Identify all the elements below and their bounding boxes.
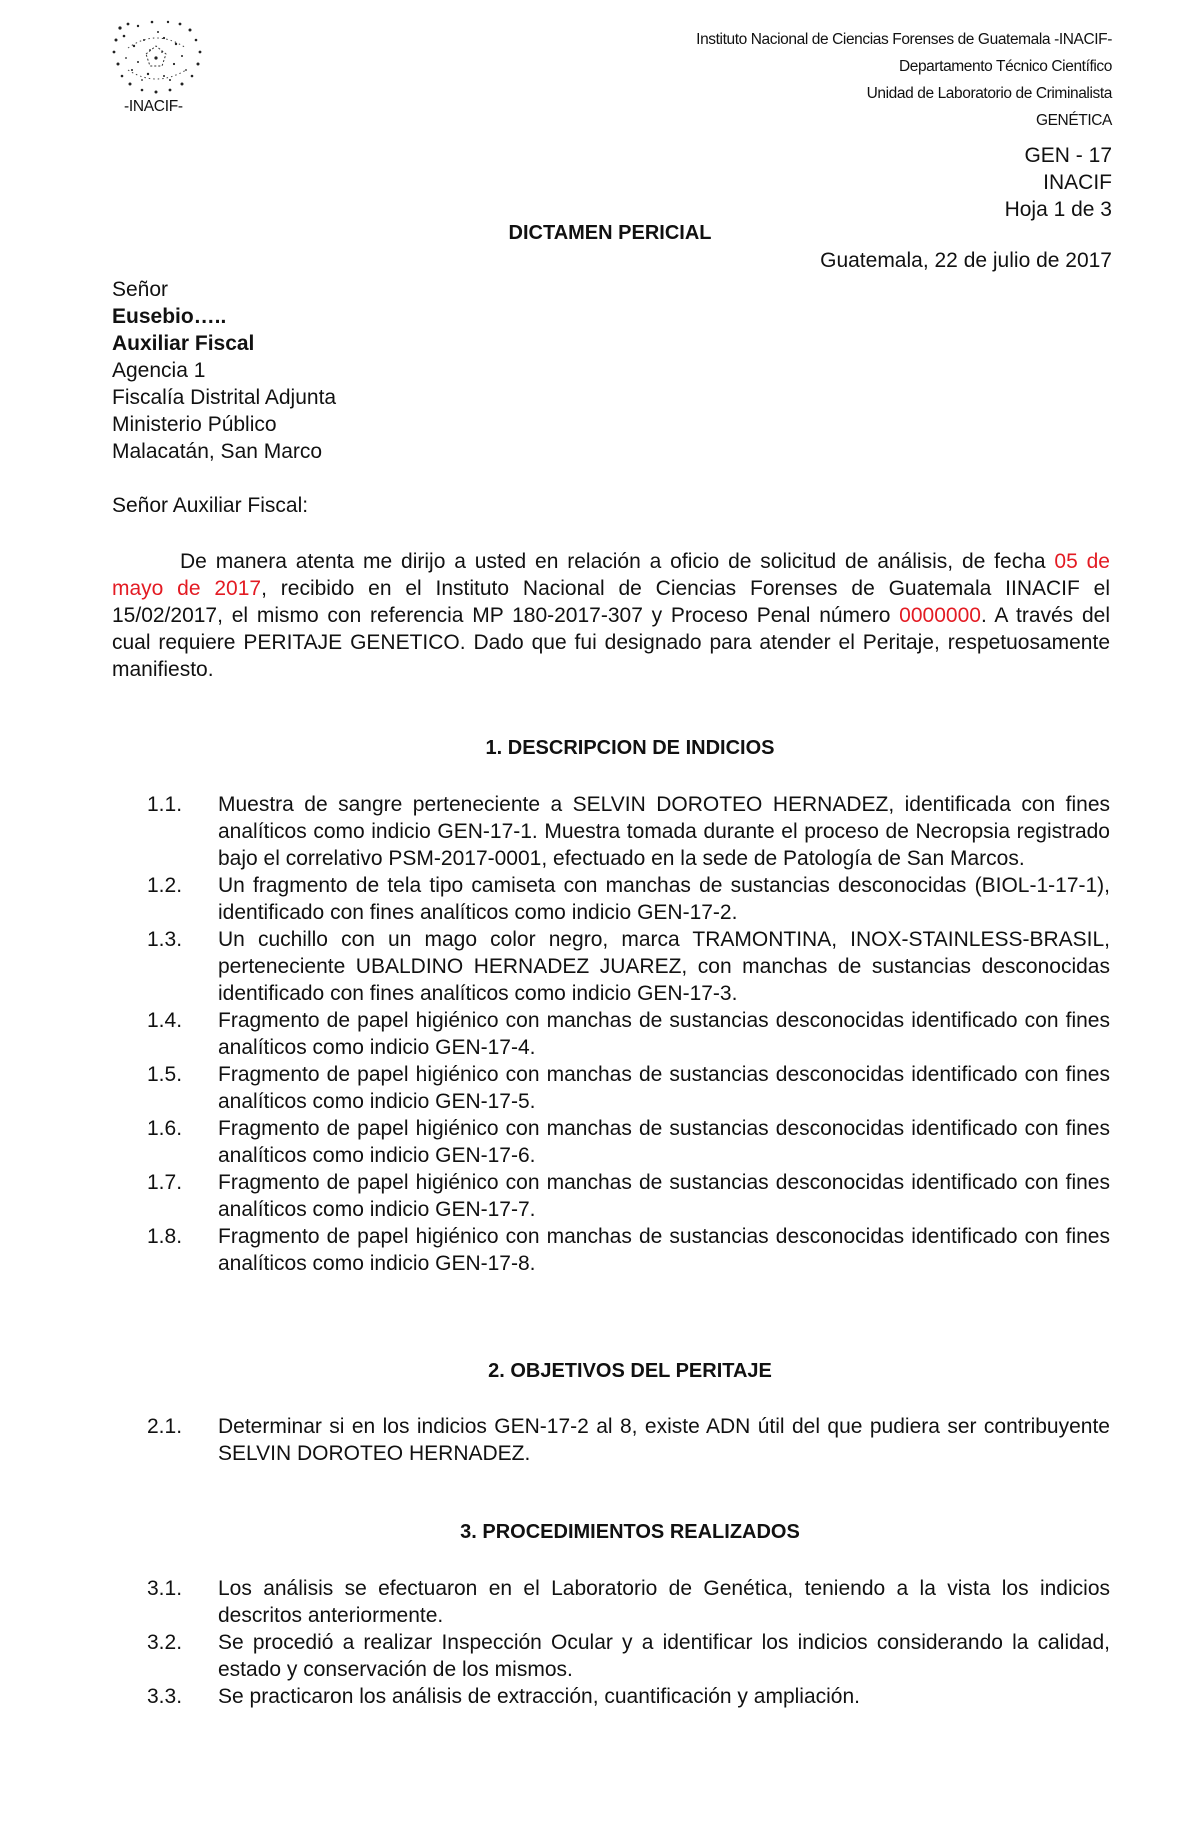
item-text: Se procedió a realizar Inspección Ocular y a identificar los indicios considerando la calidad, estado y conservación de los mismos. xyxy=(218,1631,1110,1681)
item-text: Determinar si en los indicios GEN-17-2 al 8, existe ADN útil del que pudiera ser contribuyente SELVIN DOROTEO HERNADEZ. xyxy=(218,1415,1110,1465)
addressee-name: Eusebio….. xyxy=(112,305,227,328)
item-number: 3.2. xyxy=(147,1631,183,1654)
document-title: DICTAMEN PERICIAL xyxy=(508,222,712,244)
item-number: 1.6. xyxy=(147,1117,183,1140)
list-item xyxy=(112,1115,1110,1169)
addressee-line: Agencia 1 xyxy=(112,359,206,382)
section-heading: 3. PROCEDIMIENTOS REALIZADOS xyxy=(460,1521,800,1543)
item-text: Los análisis se efectuaron en el Laboratorio de Genética, teniendo a la vista los indicios descritos anteriormente. xyxy=(218,1577,1110,1627)
item-text: Se practicaron los análisis de extracción, cuantificación y ampliación. xyxy=(218,1685,860,1708)
item-number: 3.1. xyxy=(147,1577,183,1600)
case-number-highlight: 0000000 xyxy=(899,604,981,627)
addressee-salutation: Señor xyxy=(112,278,169,301)
item-number: 1.8. xyxy=(147,1225,183,1248)
list-item xyxy=(112,1169,1110,1223)
item-text: Fragmento de papel higiénico con manchas de sustancias desconocidas identificado con fines analíticos como indicio GEN-17-4. xyxy=(218,1009,1110,1059)
list-item xyxy=(112,791,1110,872)
item-number: 2.1. xyxy=(147,1415,183,1438)
item-text: Fragmento de papel higiénico con manchas de sustancias desconocidas identificado con fines analíticos como indicio GEN-17-6. xyxy=(218,1117,1110,1167)
intro-paragraph xyxy=(112,548,1110,683)
document-reference xyxy=(1005,142,1112,223)
intro-text: . A través del cual requiere PERITAJE GENETICO. Dado que fui designado para atender el Peritaje, respetuosamente manifiesto. xyxy=(112,604,1110,681)
item-text: Fragmento de papel higiénico con manchas de sustancias desconocidas identificado con fines analíticos como indicio GEN-17-8. xyxy=(218,1225,1110,1275)
addressee-role: Auxiliar Fiscal xyxy=(112,332,255,355)
item-text: Muestra de sangre perteneciente a SELVIN DOROTEO HERNADEZ, identificada con fines analíticos como indicio GEN-17-1. Muestra tomada durante el proceso de Necropsia registrado bajo el correlativo PSM-2017-0001, efectuado en la sede de Patología de San Marcos. xyxy=(218,793,1110,870)
list-item xyxy=(112,1629,1110,1683)
list-item xyxy=(112,1575,1110,1629)
logo-caption: -INACIF- xyxy=(124,98,183,115)
item-number: 1.4. xyxy=(147,1009,183,1032)
header-line-area: GENÉTICA xyxy=(1035,112,1112,129)
header-line-institute: Instituto Nacional de Ciencias Forenses de Guatemala -INACIF- xyxy=(696,31,1112,48)
doc-org: INACIF xyxy=(1043,171,1112,194)
list-item xyxy=(112,926,1110,1007)
item-number: 1.3. xyxy=(147,928,183,951)
item-number: 1.1. xyxy=(147,793,183,816)
section-heading: 2. OBJETIVOS DEL PERITAJE xyxy=(488,1360,772,1382)
list-item xyxy=(112,1413,1110,1467)
addressee-line: Ministerio Público xyxy=(112,413,277,436)
item-number: 1.2. xyxy=(147,874,183,897)
header-line-department: Departamento Técnico Científico xyxy=(898,58,1112,75)
list-item xyxy=(112,1683,1110,1710)
addressee-line: Malacatán, San Marco xyxy=(112,440,323,463)
item-number: 3.3. xyxy=(147,1685,183,1708)
section-heading: 1. DESCRIPCION DE INDICIOS xyxy=(485,737,775,759)
item-text: Un cuchillo con un mago color negro, marca TRAMONTINA, INOX-STAINLESS-BRASIL, perteneciente UBALDINO HERNADEZ JUAREZ, con manchas de sustancias desconocidas identificado con fines analíticos como indicio GEN-17-3. xyxy=(218,928,1110,1005)
document-date: Guatemala, 22 de julio de 2017 xyxy=(820,249,1112,272)
item-number: 1.7. xyxy=(147,1171,183,1194)
addressee-block xyxy=(112,276,336,465)
list-item xyxy=(112,1007,1110,1061)
inacif-seal-logo xyxy=(108,18,206,96)
greeting: Señor Auxiliar Fiscal: xyxy=(112,494,309,517)
item-text: Un fragmento de tela tipo camiseta con manchas de sustancias desconocidas (BIOL-1-17-1), identificado con fines analíticos como indicio GEN-17-2. xyxy=(218,874,1110,924)
list-item xyxy=(112,1223,1110,1277)
header-line-unit: Unidad de Laboratorio de Criminalista xyxy=(866,85,1112,102)
list-item xyxy=(112,1061,1110,1115)
item-text: Fragmento de papel higiénico con manchas de sustancias desconocidas identificado con fines analíticos como indicio GEN-17-7. xyxy=(218,1171,1110,1221)
request-date-highlight: 05 de mayo de 2017 xyxy=(112,550,1110,600)
item-number: 1.5. xyxy=(147,1063,183,1086)
section-list xyxy=(112,791,1110,1277)
doc-sheet: Hoja 1 de 3 xyxy=(1004,198,1112,221)
intro-text: , recibido en el Instituto Nacional de Ciencias Forenses de Guatemala IINACIF el 15/02/2017, el mismo con referencia MP 180-2017-307 y Proceso Penal número xyxy=(112,577,1110,627)
doc-code: GEN - 17 xyxy=(1024,144,1112,167)
list-item xyxy=(112,872,1110,926)
section-list xyxy=(112,1575,1110,1710)
section-list xyxy=(112,1413,1110,1467)
addressee-line: Fiscalía Distrital Adjunta xyxy=(112,386,337,409)
item-text: Fragmento de papel higiénico con manchas de sustancias desconocidas identificado con fines analíticos como indicio GEN-17-5. xyxy=(218,1063,1110,1113)
institution-header xyxy=(696,26,1112,134)
intro-text: De manera atenta me dirijo a usted en relación a oficio de solicitud de análisis, de fecha xyxy=(180,550,1055,573)
